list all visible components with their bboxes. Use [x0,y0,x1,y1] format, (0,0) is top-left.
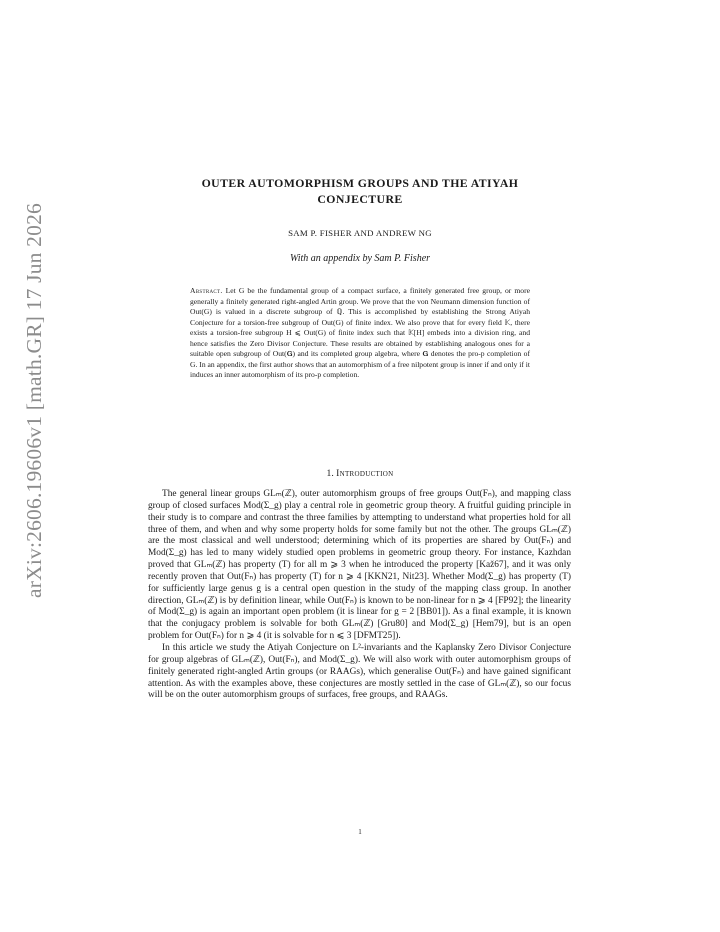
page-number: 1 [358,828,362,836]
section-number: 1. [326,468,334,479]
abstract [190,286,530,381]
section-heading [150,468,570,479]
introduction-paragraph-1: The general linear groups GLₘ(ℤ), outer automorphism groups of free groups Out(Fₙ), and mapping class group of closed surfaces Mod(Σ_g) play a central role in geometric group theory. A fruitful guiding principle in their study is to compare and contrast the three families by attempting to understand what properties hold for all three of them, and when and why some property holds for some family but not the other. The groups GLₘ(ℤ) are the most classical and well understood; determining which of its properties are shared by Out(Fₙ) and Mod(Σ_g) has led to many widely studied open problems in geometric group theory. For instance, Kazhdan proved that GLₘ(ℤ) has property (T) for all m ⩾ 3 when he introduced the property [Kaž67], and it was only recently proven that Out(Fₙ) has property (T) for n ⩾ 4 [KKN21, Nit23]. Whether Mod(Σ_g) has property (T) for sufficiently large genus g is a central open question in the study of the mapping class group. In another direction, GLₘ(ℤ) is by definition linear, while Out(Fₙ) is known to be non-linear for n ⩾ 4 [FP92]; the linearity of Mod(Σ_g) is again an important open problem (it is linear for g = 2 [BB01]). As a final example, it is known that the conjugacy problem is solvable for both GLₘ(ℤ) [Gru80] and Mod(Σ_g) [Hem79], but is an open problem for Out(Fₙ) for n ⩾ 4 (it is solvable for n ⩽ 3 [DFMT25]). [148,489,571,642]
abstract-text: Let G be the fundamental group of a compact surface, a finitely generated free group, or more generally a finitely generated right-angled Artin group. We prove that the von Neumann dimension function of Out(G) is valued in a discrete subgroup of ℚ. This is accomplished by establishing the Strong Atiyah Conjecture for a torsion-free subgroup of Out(G) of finite index. We also prove that for every field 𝕂, there exists a torsion-free subgroup H ⩽ Out(G) of finite index such that 𝕂[H] embeds into a division ring, and hence satisfies the Zero Divisor Conjecture. These results are obtained by establishing analogous ones for a suitable open subgroup of Out(𝐆) and its completed group algebra, where 𝐆 denotes the pro-p completion of G. In an appendix, the first author shows that an automorphism of a free nilpotent group is inner if and only if it induces an inner automorphism of its pro-p completion. [190,286,530,379]
paper-title-line-1: OUTER AUTOMORPHISM GROUPS AND THE ATIYAH [201,176,519,190]
introduction-body [148,489,571,702]
introduction-paragraph-2: In this article we study the Atiyah Conjecture on L²-invariants and the Kaplansky Zero Divisor Conjecture for group algebras of GLₘ(ℤ), Out(Fₙ), and Mod(Σ_g). We will also work with outer automorphism groups of finitely generated right-angled Artin groups (or RAAGs), which generalise Out(Fₙ) and have gained significant attention. As with the examples above, these conjectures are mostly settled in the case of GLₘ(ℤ), so our focus will be on the outer automorphism groups of surfaces, free groups, and RAAGs. [148,642,571,701]
author-list: SAM P. FISHER AND ANDREW NG [288,228,432,238]
abstract-label: Abstract. [190,286,223,295]
arxiv-identifier-stamp [20,120,48,680]
section-name: Introduction [336,468,394,479]
paper-title-line-2: CONJECTURE [317,192,403,206]
paper-title [150,175,570,207]
arxiv-identifier-text: arXiv:2606.19606v1 [math.GR] 17 Jun 2026 [21,202,46,598]
appendix-note: With an appendix by Sam P. Fisher [289,253,431,264]
